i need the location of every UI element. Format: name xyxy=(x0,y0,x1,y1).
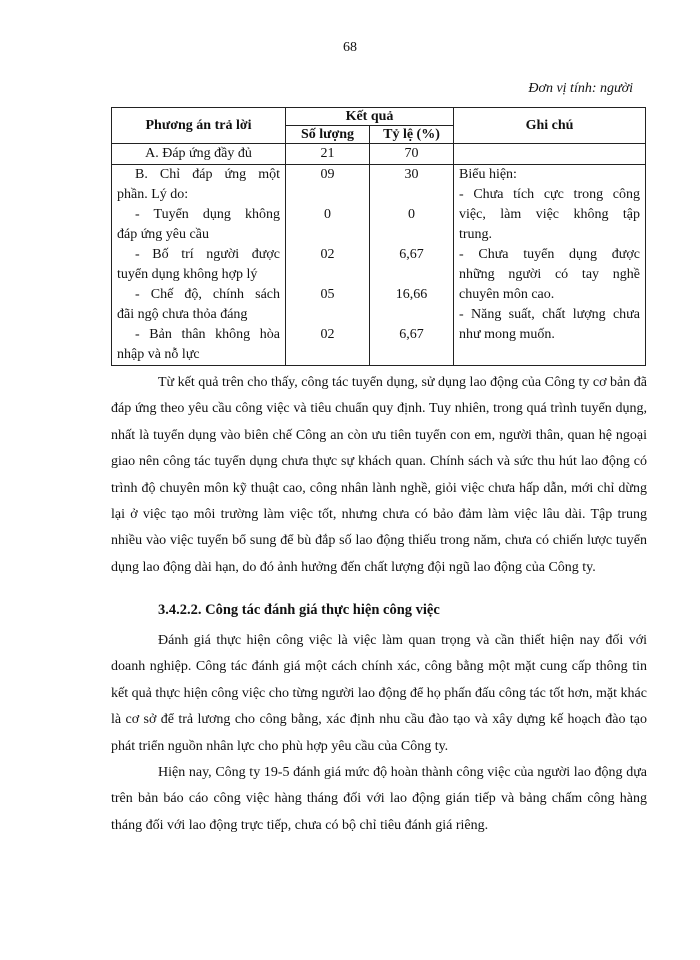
header-option: Phương án trả lời xyxy=(112,108,286,144)
paragraph-block-1 xyxy=(111,370,647,581)
ratio-value: 0 xyxy=(408,207,415,222)
quantity-value: 02 xyxy=(320,247,335,262)
quantity-value: 0 xyxy=(324,207,331,222)
section-heading: 3.4.2.2. Công tác đánh giá thực hiện công việc xyxy=(158,602,440,618)
ratio-value: 16,66 xyxy=(395,287,428,302)
paragraph: Hiện nay, Công ty 19-5 đánh giá mức độ hoàn thành công việc của người lao động dựa trên bản báo cáo công việc hàng tháng đối với lao động gián tiếp và bảng chấm công hàng tháng đối với lao động trực tiếp, chưa có bộ chỉ tiêu đánh giá riêng. xyxy=(111,765,647,833)
table-row xyxy=(112,144,646,165)
unit-note: Đơn vị tính: người xyxy=(528,81,633,96)
page-number: 68 xyxy=(343,40,357,55)
option-line: - Bản thân không hòa xyxy=(135,327,280,342)
row-a-quantity: 21 xyxy=(286,144,370,165)
note-line: trung. xyxy=(459,227,493,242)
paragraph: Đánh giá thực hiện công việc là việc làm quan trọng và cần thiết hiện nay đối với doanh nghiệp. Công tác đánh giá một cách chính xác, công bằng một mặt cung cấp thông tin kết quả thực hiện công việc cho từng người lao động để họ phấn đấu công tác tốt hơn, mặt khác là cơ sở để trả lương cho công bằng, xác định nhu cầu đào tạo và xây dựng kế hoạch đào tạo phát triển nguồn nhân lực cho phù hợp yêu cầu của Công ty. xyxy=(111,633,647,754)
option-line: B. Chỉ đáp ứng một xyxy=(135,167,280,182)
option-line: phần. Lý do: xyxy=(117,187,189,202)
note-line: những người có tay nghề xyxy=(459,267,640,282)
note-line: Biểu hiện: xyxy=(459,167,517,182)
option-line: - Chế độ, chính sách xyxy=(135,287,280,302)
row-b-quantities xyxy=(286,165,370,366)
quantity-value: 02 xyxy=(320,327,335,342)
option-line: đáp ứng yêu cầu xyxy=(117,227,209,242)
note-line: - Chưa tích cực trong công xyxy=(459,187,640,202)
note-line: như mong muốn. xyxy=(459,327,555,342)
paragraph-block-2 xyxy=(111,628,647,839)
ratio-value: 30 xyxy=(404,167,419,182)
option-line: tuyển dụng không hợp lý xyxy=(117,267,258,282)
row-a-ratio: 70 xyxy=(370,144,454,165)
ratio-value: 6,67 xyxy=(399,247,424,262)
paragraph: Từ kết quả trên cho thấy, công tác tuyển dụng, sử dụng lao động của Công ty cơ bản đã đáp ứng theo yêu cầu công việc và tiêu chuẩn quy định. Tuy nhiên, trong quá trình tuyển dụng, nhất là tuyển dụng vào biên chế Công an còn ưu tiên tuyển con em, người thân, quan hệ ngoại giao nên công tác tuyển dụng chưa thực sự khách quan. Chính sách và sức thu hút lao động có trình độ chuyên môn kỹ thuật cao, công nhân lành nghề, giỏi việc chưa hấp dẫn, mới chỉ dừng lại ở việc tạo môi trường làm việc tốt, nhưng chưa có bảo đảm làm việc lâu dài. Tập trung nhiều vào việc tuyển bổ sung để bù đắp số lao động thiếu trong năm, chưa có chiến lược tuyển dụng lao động dài hạn, do đó ảnh hưởng đến chất lượng đội ngũ lao động của Công ty. xyxy=(111,375,647,575)
row-b-option xyxy=(112,165,286,366)
row-a-note xyxy=(454,144,646,165)
header-note: Ghi chú xyxy=(454,108,646,144)
row-a-option: A. Đáp ứng đầy đủ xyxy=(112,144,286,165)
note-line: - Chưa tuyển dụng được xyxy=(459,247,640,262)
quantity-value: 05 xyxy=(320,287,335,302)
row-b-note xyxy=(454,165,646,366)
note-line: việc, làm việc không tập xyxy=(459,207,640,222)
option-line: đãi ngộ chưa thỏa đáng xyxy=(117,307,248,322)
quantity-value: 09 xyxy=(320,167,335,182)
note-line: - Năng suất, chất lượng chưa xyxy=(459,307,640,322)
ratio-value: 6,67 xyxy=(399,327,424,342)
note-line: chuyên môn cao. xyxy=(459,287,555,302)
results-table xyxy=(111,107,646,366)
header-quantity: Số lượng xyxy=(286,126,370,144)
table-row xyxy=(112,165,646,366)
option-line: nhập và nỗ lực xyxy=(117,347,200,362)
table-header-row xyxy=(112,108,646,126)
header-result: Kết quả xyxy=(286,108,454,126)
option-line: - Tuyển dụng không xyxy=(135,207,280,222)
option-line: - Bố trí người được xyxy=(135,247,280,262)
header-ratio: Tỷ lệ (%) xyxy=(370,126,454,144)
row-b-ratios xyxy=(370,165,454,366)
